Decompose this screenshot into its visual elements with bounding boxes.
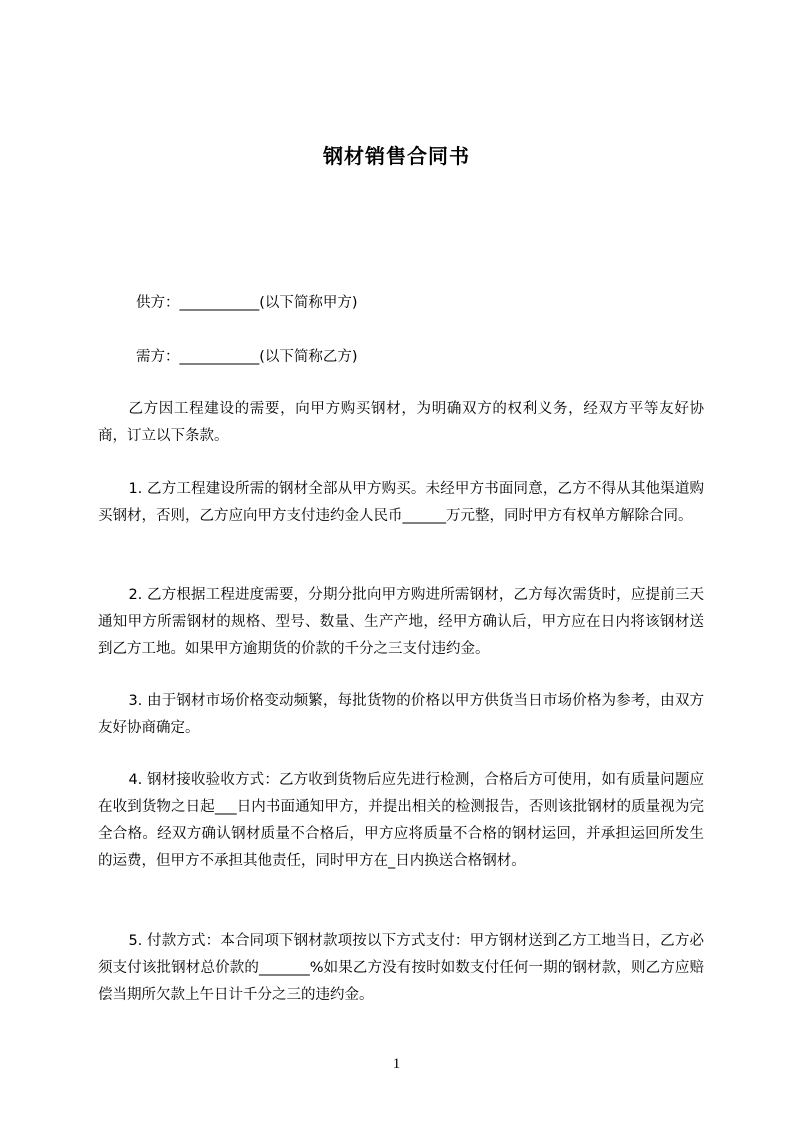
page-number: 1 bbox=[392, 1056, 401, 1072]
clause-1: 1. 乙方工程建设所需的钢材全部从甲方购买。未经甲方书面同意，乙方不得从其他渠道购买钢材，否则，乙方应向甲方支付违约金人民币______万元整，同时甲方有权单方解除合同。 bbox=[98, 481, 704, 524]
buyer-line: 需方：___________(以下简称乙方) bbox=[136, 349, 358, 365]
clause-3: 3. 由于钢材市场价格变动频繁，每批货物的价格以甲方供货当日市场价格为参考，由双方友好协商确定。 bbox=[98, 693, 704, 736]
clause-4: 4. 钢材接收验收方式：乙方收到货物后应先进行检测，合格后方可使用，如有质量问题应在收到货物之日起___日内书面通知甲方，并提出相关的检测报告，否则该批钢材的质量视为完全合格。经双方确认钢材质量不合格后，甲方应将质量不合格的钢材运回，并承担运回所发生的运费，但甲方不承担其他责任，同时甲方在_日内换送合格钢材。 bbox=[98, 772, 704, 869]
intro-paragraph: 乙方因工程建设的需要，向甲方购买钢材，为明确双方的权利义务，经双方平等友好协商，订立以下条款。 bbox=[98, 401, 704, 444]
supplier-line: 供方：___________(以下简称甲方) bbox=[136, 295, 358, 311]
clause-2: 2. 乙方根据工程进度需要，分期分批向甲方购进所需钢材，乙方每次需货时，应提前三天通知甲方所需钢材的规格、型号、数量、生产产地，经甲方确认后，甲方应在日内将该钢材送到乙方工地。如果甲方逾期货的价款的千分之三支付违约金。 bbox=[98, 587, 704, 657]
clause-5: 5. 付款方式：本合同项下钢材款项按以下方式支付：甲方钢材送到乙方工地当日，乙方必须支付该批钢材总价款的_______%如果乙方没有按时如数支付任何一期的钢材款，则乙方应赔偿当期所欠款上午日计千分之三的违约金。 bbox=[98, 933, 704, 1003]
document-title: 钢材销售合同书 bbox=[323, 144, 470, 168]
